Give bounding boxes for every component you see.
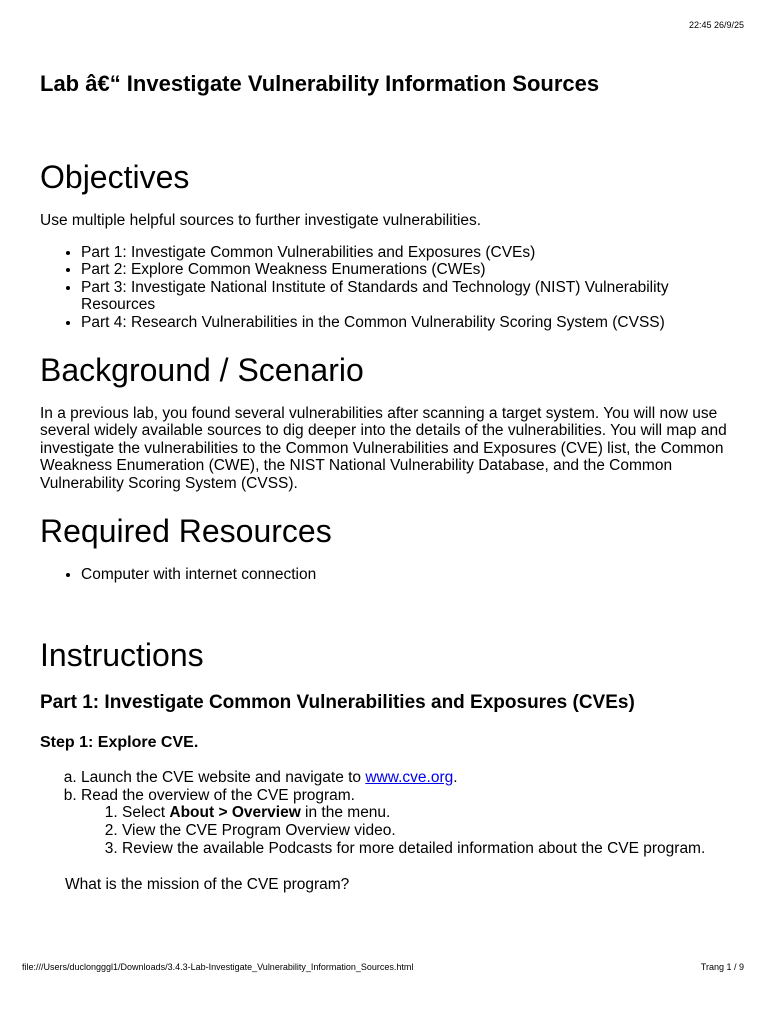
step-list [40, 769, 730, 857]
list-item: • Computer with internet connection [81, 566, 730, 584]
objectives-list [40, 244, 730, 332]
substep-1-suffix: in the menu. [300, 804, 391, 822]
resources-list [40, 566, 730, 584]
resources-heading: Required Resources [40, 512, 332, 549]
objectives-intro: Use multiple helpful sources to further investigate vulnerabilities. [40, 212, 482, 229]
list-item: • Part 4: Research Vulnerabilities in the Common Vulnerability Scoring System (CVSS) [81, 314, 730, 332]
step-b-text: Read the overview of the CVE program. [81, 786, 355, 804]
substep-1 [122, 804, 730, 822]
substep-list [81, 804, 730, 857]
background-heading: Background / Scenario [40, 351, 364, 388]
page-title: Lab â€“ Investigate Vulnerability Information Sources [40, 71, 600, 96]
step-a [81, 769, 730, 787]
substep-1-menu-path: About > Overview [169, 804, 301, 822]
list-item: • Part 2: Explore Common Weakness Enumerations (CWEs) [81, 261, 730, 279]
part1-heading: Part 1: Investigate Common Vulnerabilities and Exposures (CVEs) [40, 692, 635, 714]
instructions-heading: Instructions [40, 637, 204, 674]
substep-2: 2. View the CVE Program Overview video. [122, 822, 730, 840]
step-b [81, 787, 730, 857]
document-content [40, 68, 730, 894]
step1-heading: Step 1: Explore CVE. [40, 734, 199, 752]
step-a-suffix: . [453, 769, 458, 787]
print-timestamp: 22:45 26/9/25 [688, 20, 744, 30]
step-a-text: Launch the CVE website and navigate to [81, 769, 366, 787]
question-text: What is the mission of the CVE program? [65, 876, 350, 894]
footer-file-path: file:///Users/duclongggl1/Downloads/3.4.3-Lab-Investigate_Vulnerability_Information_Sources.html [22, 962, 414, 972]
list-item: • Part 3: Investigate National Institute of Standards and Technology (NIST) Vulnerability Resources [81, 279, 730, 314]
footer-page-number: Trang 1 / 9 [700, 962, 744, 972]
list-item: • Part 1: Investigate Common Vulnerabilities and Exposures (CVEs) [81, 244, 730, 262]
substep-1-text: Select [122, 804, 170, 822]
background-text: In a previous lab, you found several vulnerabilities after scanning a target system. You will now use several widely available sources to dig deeper into the details of the vulnerabilities. You will map and investigate the vulnerabilities to the Common Vulnerabilities and Exposures (CVE) list, the Common Weakness Enumeration (CWE), the NIST National Vulnerability Database, and the Common Vulnerability Scoring System (CVSS). [40, 404, 727, 492]
cve-website-link[interactable]: www.cve.org [365, 769, 454, 787]
substep-3: 3. Review the available Podcasts for more detailed information about the CVE program. [122, 840, 730, 858]
objectives-heading: Objectives [40, 159, 190, 195]
